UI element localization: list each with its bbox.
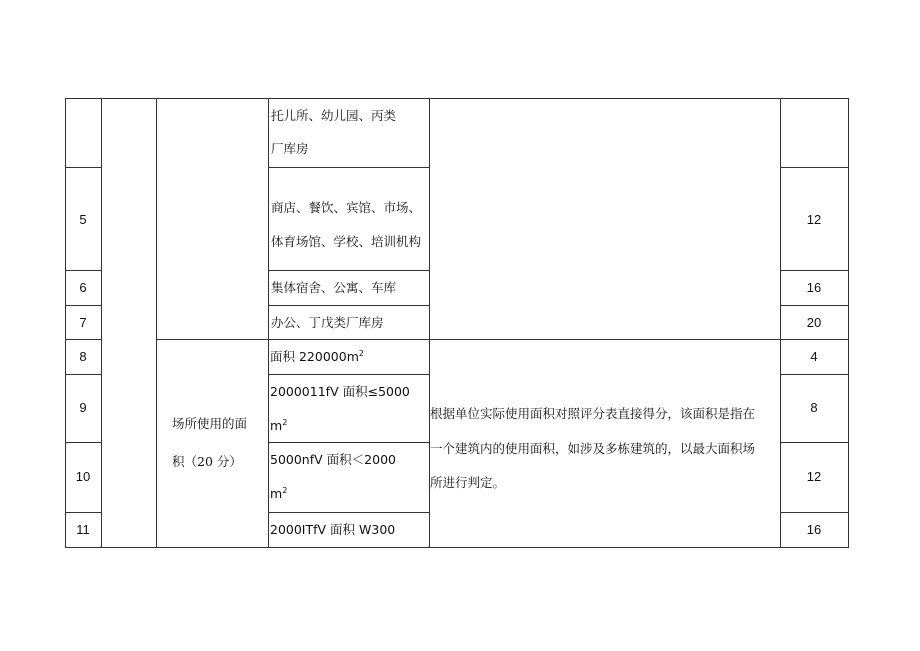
table-cell-method: 所进行判定。 <box>430 475 506 490</box>
table-cell-score: 16 <box>806 522 822 537</box>
table-cell-item <box>270 486 287 502</box>
table-cell-item: 2000011fV 面积≤5000 <box>270 384 410 399</box>
table-cell-number: 8 <box>79 349 87 364</box>
table-cell-category: 积（20 分） <box>172 454 242 469</box>
table-cell-score: 20 <box>806 315 822 330</box>
superscript: 2 <box>282 417 288 427</box>
table-cell-method: 根据单位实际使用面积对照评分表直接得分，该面积是指在 <box>430 406 756 421</box>
table-cell-number: 6 <box>79 280 87 295</box>
table-cell-score: 12 <box>806 469 822 484</box>
table-cell-method: 一个建筑内的使用面积，如涉及多栋建筑的，以最大面积场 <box>430 441 756 456</box>
table-cell-score: 16 <box>806 280 822 295</box>
table-cell-item <box>270 349 364 365</box>
table-cell-item: 办公、丁戊类厂库房 <box>271 315 384 330</box>
table-cell-score: 4 <box>810 349 818 364</box>
table-cell-number: 9 <box>79 400 87 415</box>
table-cell-item: 5000nfV 面积＜2000 <box>270 452 396 467</box>
superscript: 2 <box>358 348 364 358</box>
table-cell-score: 12 <box>806 212 822 227</box>
table-cell-number: 11 <box>76 522 90 537</box>
table-cell-category: 场所使用的面 <box>172 416 248 431</box>
table-cell-number: 7 <box>79 315 87 330</box>
item-text: m <box>270 486 283 501</box>
table-cell-item: 体育场馆、学校、培训机构 <box>271 234 422 249</box>
table-cell-item <box>270 418 287 434</box>
table-cell-score: 8 <box>810 400 818 415</box>
table-cell-item: 集体宿舍、公寓、车库 <box>271 280 397 295</box>
table-cell-item: 商店、餐饮、宾馆、市场、 <box>271 200 422 215</box>
table-cell-item: 托儿所、幼儿园、丙类 <box>271 108 397 123</box>
table-cell-number: 10 <box>75 469 91 484</box>
table-cell-item: 2000ITfV 面积 W300 <box>270 522 396 537</box>
table-cell-item: 厂库房 <box>271 141 309 156</box>
item-text: 面积 220000m <box>270 349 359 364</box>
table-cell-number: 5 <box>79 212 87 227</box>
superscript: 2 <box>282 485 288 495</box>
item-text: m <box>270 418 283 433</box>
